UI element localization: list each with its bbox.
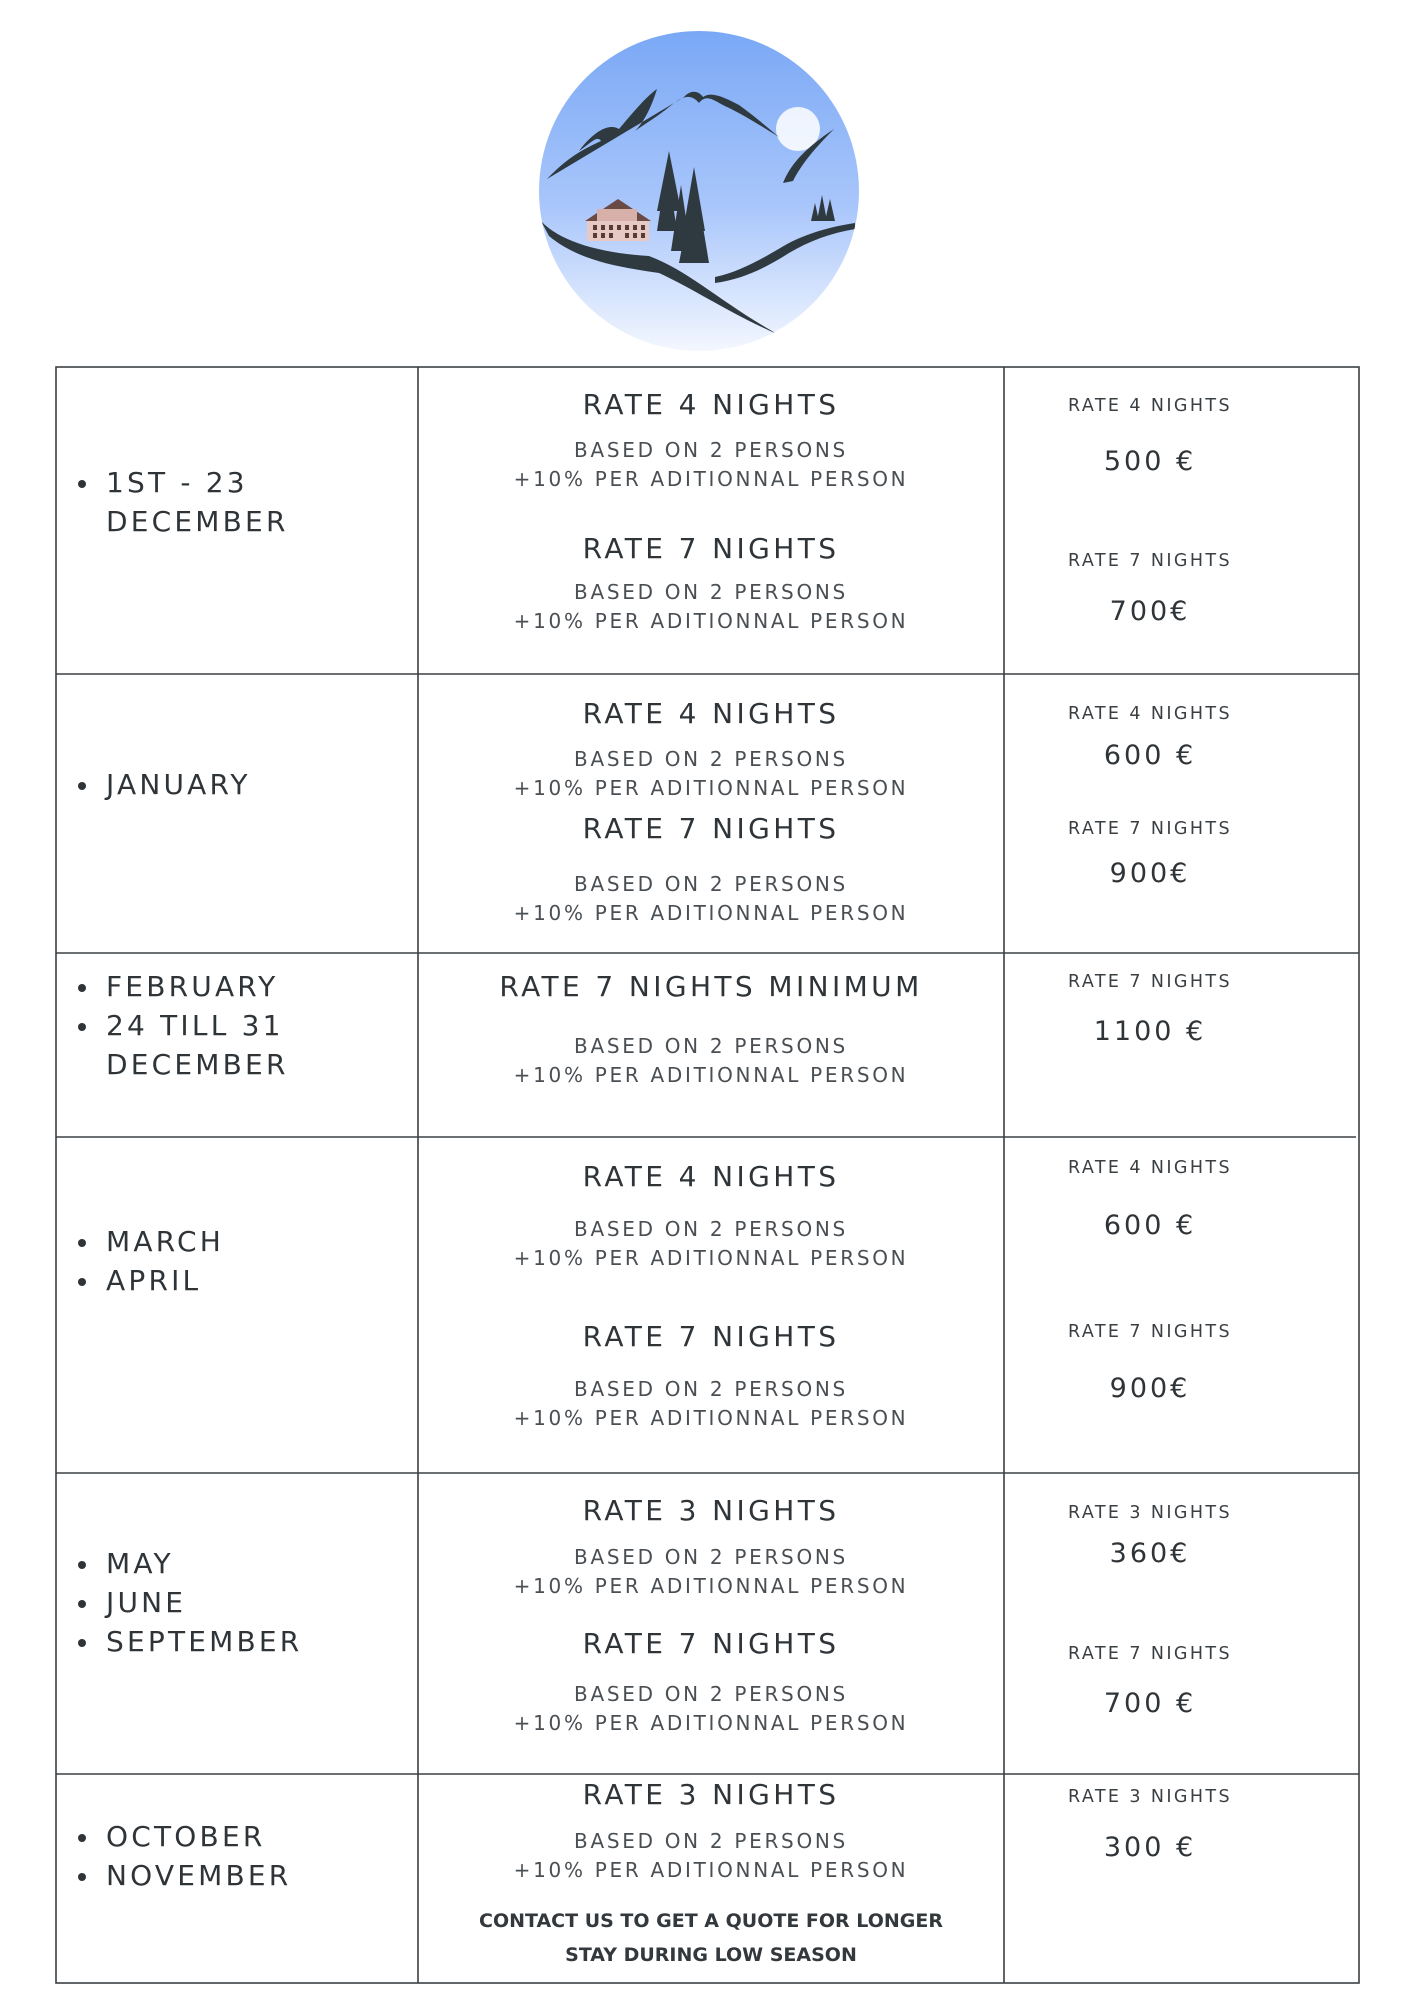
rate-extra: +10% PER ADITIONNAL PERSON [513,1246,909,1270]
rate-extra: +10% PER ADITIONNAL PERSON [513,776,909,800]
rate-conditions [418,436,1004,494]
rate-conditions [418,870,1004,928]
rate-title: RATE 4 NIGHTS [582,1160,840,1193]
rate-base: BASED ON 2 PERSONS [574,1682,848,1706]
contact-line: STAY DURING LOW SEASON [565,1944,857,1966]
price-label: RATE 7 NIGHTS [1067,972,1233,992]
price-label: RATE 7 NIGHTS [1067,551,1233,571]
price: 900€ [1109,858,1191,889]
season-item: JUNE [78,1583,398,1622]
price: 600 € [1103,1210,1197,1241]
rate-extra: +10% PER ADITIONNAL PERSON [513,1406,909,1430]
price-label: RATE 7 NIGHTS [1067,1322,1233,1342]
rate-conditions [418,1032,1004,1090]
rate-title: RATE 3 NIGHTS [582,1778,840,1811]
rate-title: RATE 7 NIGHTS [582,1320,840,1353]
rate-title: RATE 7 NIGHTS [582,1627,840,1660]
rate-base: BASED ON 2 PERSONS [574,1829,848,1853]
price-label: RATE 4 NIGHTS [1067,704,1233,724]
rate-conditions [418,1375,1004,1433]
price: 700 € [1103,1688,1197,1719]
contact-note [418,1904,1004,1972]
price: 700€ [1109,596,1191,627]
season-item: 1ST - 23 DECEMBER [78,463,378,541]
season-list [78,1222,378,1300]
rate-extra: +10% PER ADITIONNAL PERSON [513,1063,909,1087]
rate-conditions [418,1827,1004,1885]
price: 600 € [1103,740,1197,771]
rate-extra: +10% PER ADITIONNAL PERSON [513,609,909,633]
rate-conditions [418,1215,1004,1273]
season-item: SEPTEMBER [78,1622,398,1661]
rate-extra: +10% PER ADITIONNAL PERSON [513,901,909,925]
rate-extra: +10% PER ADITIONNAL PERSON [513,1858,909,1882]
price-label: RATE 4 NIGHTS [1067,1158,1233,1178]
rate-title: RATE 4 NIGHTS [582,388,840,421]
price-label: RATE 7 NIGHTS [1067,819,1233,839]
rate-conditions [418,745,1004,803]
price-label: RATE 7 NIGHTS [1067,1644,1233,1664]
rate-base: BASED ON 2 PERSONS [574,747,848,771]
season-item: OCTOBER [78,1817,398,1856]
rate-conditions [418,1543,1004,1601]
season-list [78,1544,398,1661]
price-label: RATE 3 NIGHTS [1067,1503,1233,1523]
rate-base: BASED ON 2 PERSONS [574,580,848,604]
season-item: JANUARY [78,765,378,804]
rate-title: RATE 3 NIGHTS [582,1494,840,1527]
season-item: MARCH [78,1222,378,1261]
price: 360€ [1109,1538,1191,1569]
rate-extra: +10% PER ADITIONNAL PERSON [513,1574,909,1598]
rate-conditions [418,1680,1004,1738]
season-item: APRIL [78,1261,378,1300]
price: 500 € [1103,446,1197,477]
price: 300 € [1103,1832,1197,1863]
price-label: RATE 3 NIGHTS [1067,1787,1233,1807]
rate-conditions [418,578,1004,636]
rate-title: RATE 4 NIGHTS [582,697,840,730]
season-list [78,765,378,804]
price: 900€ [1109,1373,1191,1404]
rate-title: RATE 7 NIGHTS [582,532,840,565]
season-item: NOVEMBER [78,1856,398,1895]
season-item: 24 TILL 31 DECEMBER [78,1006,378,1084]
rate-base: BASED ON 2 PERSONS [574,872,848,896]
season-item: MAY [78,1544,398,1583]
rate-base: BASED ON 2 PERSONS [574,1034,848,1058]
season-item: FEBRUARY [78,967,378,1006]
rate-base: BASED ON 2 PERSONS [574,1545,848,1569]
season-list [78,967,378,1084]
mountain-chalet-logo [539,31,859,351]
season-list [78,1817,398,1895]
rate-title: RATE 7 NIGHTS MINIMUM [499,970,923,1003]
price-label: RATE 4 NIGHTS [1067,396,1233,416]
rate-extra: +10% PER ADITIONNAL PERSON [513,467,909,491]
contact-line: CONTACT US TO GET A QUOTE FOR LONGER [479,1910,943,1932]
rate-base: BASED ON 2 PERSONS [574,1377,848,1401]
rate-base: BASED ON 2 PERSONS [574,438,848,462]
season-list [78,463,378,541]
rate-base: BASED ON 2 PERSONS [574,1217,848,1241]
rate-title: RATE 7 NIGHTS [582,812,840,845]
rate-extra: +10% PER ADITIONNAL PERSON [513,1711,909,1735]
price: 1100 € [1093,1016,1207,1047]
